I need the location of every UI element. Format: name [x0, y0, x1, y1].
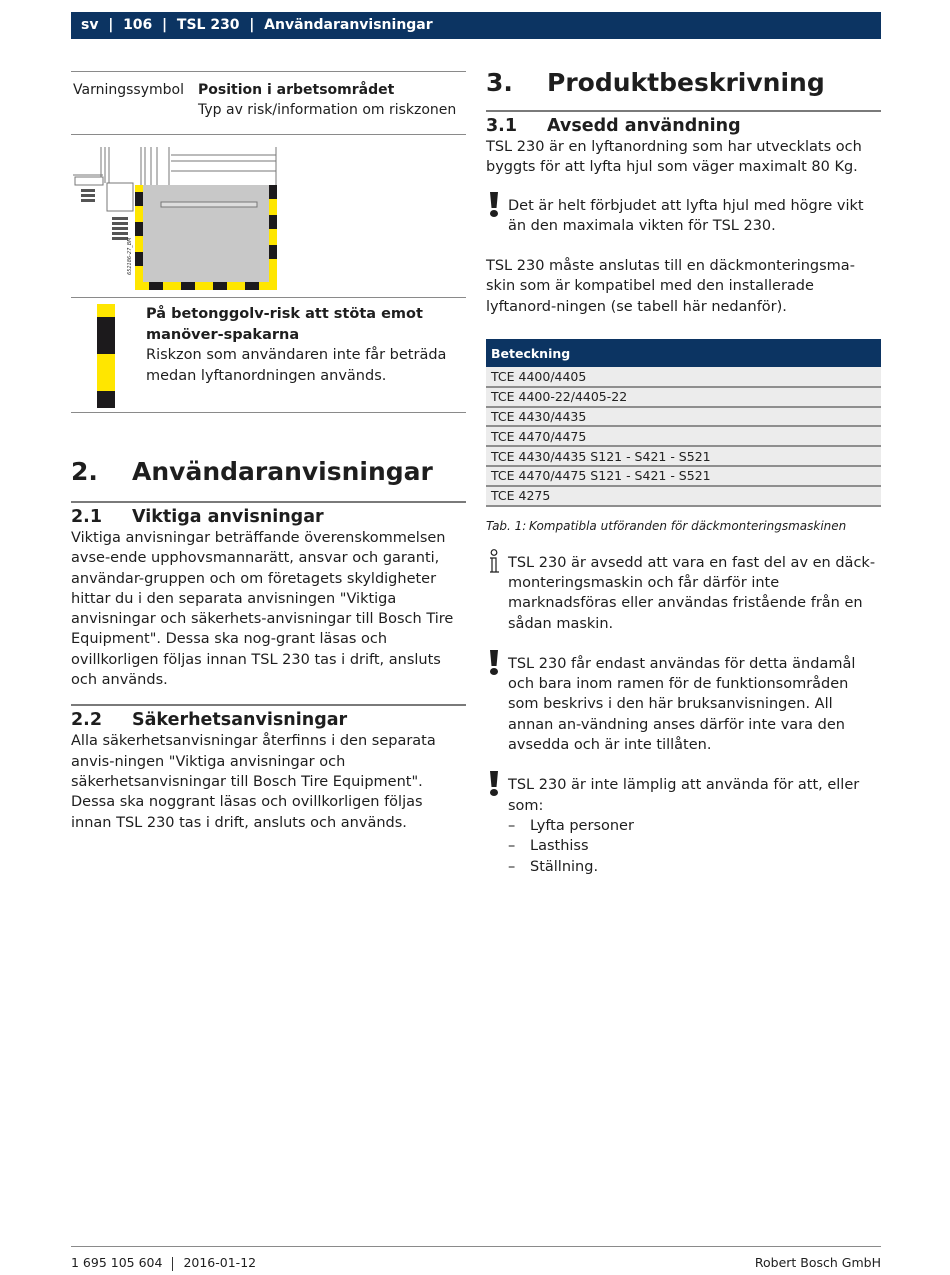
document-date: 2016-01-12 — [183, 1255, 257, 1270]
subsection-heading: 3.1 Avsedd användning — [486, 116, 741, 136]
divider — [486, 110, 881, 112]
footer-divider — [71, 1246, 881, 1247]
table-row: TCE 4430/4435 S121 - S421 - S521 — [486, 446, 881, 466]
risk-title: På betonggolv-risk att stöta emot manöver-spakarna — [146, 306, 423, 343]
lift-position-diagram-icon — [71, 147, 291, 297]
table-row: TCE 4470/4475 S121 - S421 - S521 — [486, 466, 881, 486]
risk-column-header: Typ av risk/information om riskzonen — [198, 102, 457, 118]
left-column — [71, 71, 466, 833]
table-row: TCE 4470/4475 — [486, 426, 881, 446]
company-name: Robert Bosch GmbH — [754, 1255, 881, 1270]
work-area-diagram — [71, 135, 466, 297]
divider — [71, 704, 466, 706]
hazard-stripe-icon — [97, 304, 115, 408]
paragraph: TSL 230 är en lyftanordning som har utvecklats och byggts för att lyfta hjul som väger maximalt 80 Kg. — [486, 139, 862, 176]
exclamation-icon — [486, 196, 508, 237]
divider — [71, 501, 466, 503]
page-header-bar: sv | 106 | TSL 230 | Användaranvisningar — [71, 12, 881, 39]
divider — [71, 412, 466, 413]
symbol-column-header: Varningssymbol — [73, 82, 184, 98]
info-note: TSL 230 är avsedd att vara en fast del av en däck-monteringsmaskin och får därför inte marknadsföras eller användas fristående från en sådan maskin. — [486, 553, 881, 634]
symbol-table-header — [71, 72, 466, 134]
exclamation-icon — [486, 654, 508, 755]
paragraph: Viktiga anvisningar beträffande överenskommelsen avse-ende upphovsmannarätt, ansvar och garanti, användar-gruppen och om företagets skyldigheter hittar du i den separata anvisningen "Viktiga anvisningar och säkerhets-anvisningar till Bosch Tire Equipment". Dessa ska nog-grant läsas och ovillkorligen följas innan TSL 230 tas i drift, ansluts och används. — [71, 530, 454, 689]
subsection-heading: 2.1 Viktiga anvisningar — [71, 507, 324, 527]
document-number: 1 695 105 604 — [71, 1255, 163, 1270]
paragraph: TSL 230 måste anslutas till en däckmonteringsma-skin som är kompatibel med den installerade lyftanord-ningen (se tabell här nedanför). — [486, 258, 855, 315]
exclamation-icon — [486, 775, 508, 876]
table-header: Beteckning — [486, 339, 881, 367]
subsection-heading: 2.2 Säkerhetsanvisningar — [71, 710, 348, 731]
warning-note: TSL 230 får endast användas för detta ändamål och bara inom ramen för de funktionsområden som beskrivs i den här bruksanvisningen. All annan an-vändning anses därför inte vara den avsedda och är inte tillåten. — [486, 654, 881, 755]
table-row: TCE 4400-22/4405-22 — [486, 387, 881, 407]
figure-label: 652186-27_BM — [127, 237, 133, 275]
section-heading: 3. Produktbeskrivning — [486, 68, 825, 97]
table-row: TCE 4400/4405 — [486, 367, 881, 387]
prohibited-uses-list — [508, 816, 881, 877]
list-item: – Lyfta personer — [508, 817, 634, 834]
list-item: – Lasthiss — [508, 838, 589, 855]
info-icon — [486, 553, 508, 634]
table-caption: Tab. 1: Kompatibla utföranden för däckmonteringsmaskinen — [486, 518, 847, 533]
compatibility-table — [486, 339, 881, 507]
warning-note: Det är helt förbjudet att lyfta hjul med högre vikt än den maximala vikten för TSL 230. — [486, 196, 881, 237]
list-item: – Ställning. — [508, 858, 599, 875]
page-footer — [71, 1255, 881, 1271]
section-heading: 2. Användaranvisningar — [71, 457, 433, 486]
right-column — [486, 60, 881, 877]
table-row: TCE 4430/4435 — [486, 407, 881, 427]
table-row: TCE 4275 — [486, 486, 881, 506]
paragraph: Alla säkerhetsanvisningar återfinns i den separata anvis-ningen "Viktiga anvisningar och säkerhetsanvisningar till Bosch Tire Equipment". Dessa ska noggrant läsas och ovillkorligen följas innan TSL 230 tas i drift, ansluts och används. — [71, 733, 436, 831]
risk-description: Riskzon som användaren inte får beträda medan lyftanordningen används. — [146, 347, 447, 384]
position-column-header: Position i arbetsområdet — [198, 82, 395, 98]
symbol-table-row — [71, 298, 466, 412]
warning-note: TSL 230 är inte lämplig att använda för att, eller som: – Lyfta personer – Lasthiss – Ställning. — [486, 775, 881, 876]
